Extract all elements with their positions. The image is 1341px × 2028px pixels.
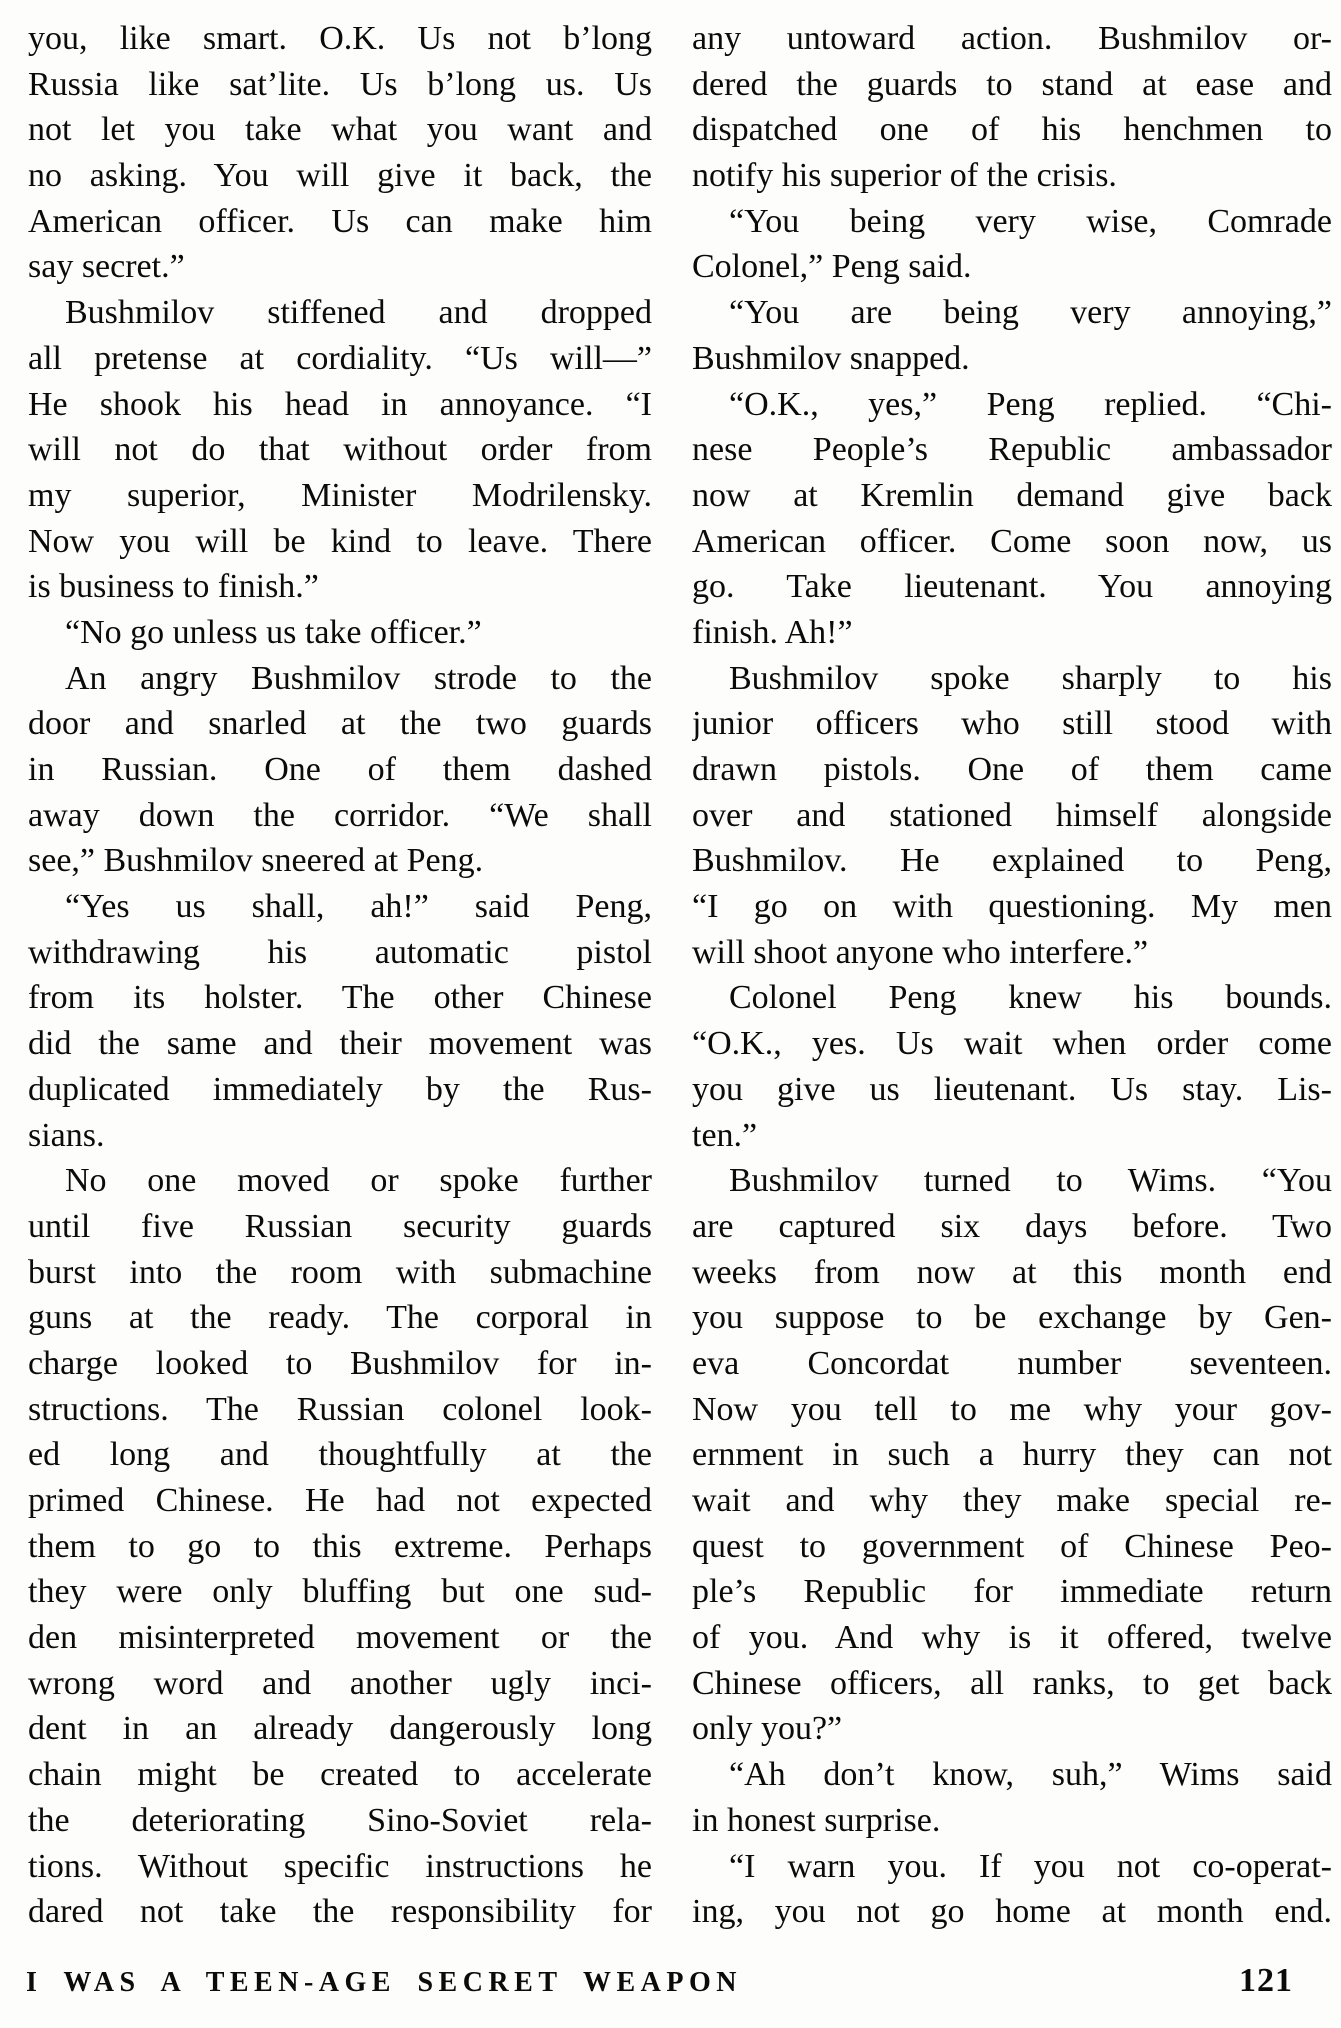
text-line: in Russian. One of them dashed [28, 751, 652, 788]
text-line: Russia like sat’lite. Us b’long us. Us [28, 65, 652, 103]
text-line: them to go to this extreme. Perhaps [28, 1527, 652, 1565]
left-column [28, 16, 652, 1935]
text-line: He shook his head in annoyance. “I [28, 385, 652, 423]
text-line: will shoot anyone who interfere.” [692, 933, 1149, 971]
text-line: Colonel,” Peng said. [692, 248, 972, 286]
text-line: “I warn you. If you not co-operat- [729, 1847, 1332, 1885]
text-line: dent in an already dangerously long [28, 1710, 652, 1748]
text-line: dispatched one of his henchmen to [692, 111, 1332, 149]
text-line: eva Concordat number seventeen. [692, 1344, 1332, 1382]
text-line: American officer. Come soon now, us [692, 522, 1332, 560]
text-line: now at Kremlin demand give back [692, 476, 1332, 514]
text-line: any untoward action. Bushmilov or- [692, 20, 1332, 57]
text-line: notify his superior of the crisis. [692, 157, 1117, 195]
text-line: dered the guards to stand at ease and [692, 65, 1332, 103]
text-line: dared not take the responsibility for [28, 1893, 652, 1931]
text-line: duplicated immediately by the Rus- [28, 1070, 652, 1108]
text-line: den misinterpreted movement or the [28, 1619, 652, 1657]
text-line: structions. The Russian colonel look- [28, 1390, 652, 1428]
text-line: Bushmilov. He explained to Peng, [692, 842, 1332, 880]
text-line: my superior, Minister Modrilensky. [28, 476, 652, 514]
text-line: in honest surprise. [692, 1801, 941, 1839]
running-title: I WAS A TEEN-AGE SECRET WEAPON [26, 1967, 742, 1998]
text-line: Bushmilov stiffened and dropped [65, 294, 652, 332]
text-line: say secret.” [28, 248, 185, 286]
text-line: nese People’s Republic ambassador [692, 431, 1332, 469]
text-line: over and stationed himself alongside [692, 796, 1332, 834]
text-line: away down the corridor. “We shall [28, 796, 652, 834]
text-line: door and snarled at the two guards [28, 705, 652, 743]
text-line: tions. Without specific instructions he [28, 1847, 652, 1885]
text-line: withdrawing his automatic pistol [28, 933, 652, 971]
text-line: of you. And why is it offered, twelve [692, 1619, 1332, 1657]
text-line: did the same and their movement was [28, 1025, 652, 1063]
text-line: only you?” [692, 1710, 843, 1748]
text-line: “You are being very annoying,” [729, 294, 1332, 332]
text-line: “Yes us shall, ah!” said Peng, [65, 888, 652, 926]
text-line: quest to government of Chinese Peo- [692, 1527, 1332, 1565]
text-line: ple’s Republic for immediate return [692, 1573, 1332, 1611]
text-line: Bushmilov spoke sharply to his [729, 659, 1332, 697]
text-line: chain might be created to accelerate [28, 1756, 652, 1794]
text-line: Chinese officers, all ranks, to get back [692, 1664, 1332, 1702]
text-line: you suppose to be exchange by Gen- [692, 1299, 1332, 1337]
text-line: the deteriorating Sino-Soviet rela- [28, 1801, 652, 1839]
text-line: An angry Bushmilov strode to the [65, 659, 652, 697]
text-line: weeks from now at this month end [692, 1253, 1332, 1291]
text-line: will not do that without order from [28, 431, 652, 469]
text-line: they were only bluffing but one sud- [28, 1573, 652, 1611]
page-footer [26, 1962, 1293, 2000]
text-line: you give us lieutenant. Us stay. Lis- [692, 1070, 1332, 1108]
text-line: ten.” [692, 1116, 758, 1154]
text-line: see,” Bushmilov sneered at Peng. [28, 842, 484, 880]
text-line: ing, you not go home at month end. [692, 1893, 1332, 1931]
text-line: “Ah don’t know, suh,” Wims said [729, 1756, 1332, 1794]
text-line: “You being very wise, Comrade [729, 202, 1332, 240]
text-line: no asking. You will give it back, the [28, 157, 652, 195]
page-number: 121 [1239, 1962, 1293, 1999]
text-line: “I go on with questioning. My men [692, 888, 1332, 926]
text-line: wrong word and another ugly inci- [28, 1664, 652, 1702]
text-line: from its holster. The other Chinese [28, 979, 652, 1017]
text-line: ernment in such a hurry they can not [692, 1436, 1332, 1474]
text-line: primed Chinese. He had not expected [28, 1482, 652, 1519]
text-line: all pretense at cordiality. “Us will—” [28, 339, 652, 377]
text-line: wait and why they make special re- [692, 1482, 1332, 1519]
text-line: ed long and thoughtfully at the [28, 1436, 652, 1474]
text-line: Bushmilov snapped. [692, 339, 970, 377]
text-line: “O.K., yes,” Peng replied. “Chi- [729, 385, 1332, 423]
text-line: Bushmilov turned to Wims. “You [729, 1162, 1332, 1200]
text-line: junior officers who still stood with [692, 705, 1332, 743]
text-line: go. Take lieutenant. You annoying [692, 568, 1332, 606]
text-line: Now you will be kind to leave. There [28, 522, 652, 560]
text-line: No one moved or spoke further [65, 1162, 652, 1200]
text-line: are captured six days before. Two [692, 1207, 1332, 1245]
text-line: guns at the ready. The corporal in [28, 1299, 652, 1337]
text-line: drawn pistols. One of them came [692, 751, 1332, 788]
text-line: finish. Ah!” [692, 613, 853, 651]
text-line: American officer. Us can make him [28, 202, 652, 240]
text-line: Colonel Peng knew his bounds. [729, 979, 1332, 1017]
right-column [692, 16, 1332, 1935]
text-line: Now you tell to me why your gov- [692, 1390, 1332, 1428]
text-line: “O.K., yes. Us wait when order come [692, 1025, 1332, 1063]
text-line: sians. [28, 1116, 105, 1154]
text-line: you, like smart. O.K. Us not b’long [28, 20, 652, 57]
text-line: is business to finish.” [28, 568, 319, 606]
text-line: burst into the room with submachine [28, 1253, 652, 1291]
text-line: until five Russian security guards [28, 1207, 652, 1245]
text-line: “No go unless us take officer.” [65, 613, 482, 651]
text-line: charge looked to Bushmilov for in- [28, 1344, 652, 1382]
text-line: not let you take what you want and [28, 111, 652, 149]
